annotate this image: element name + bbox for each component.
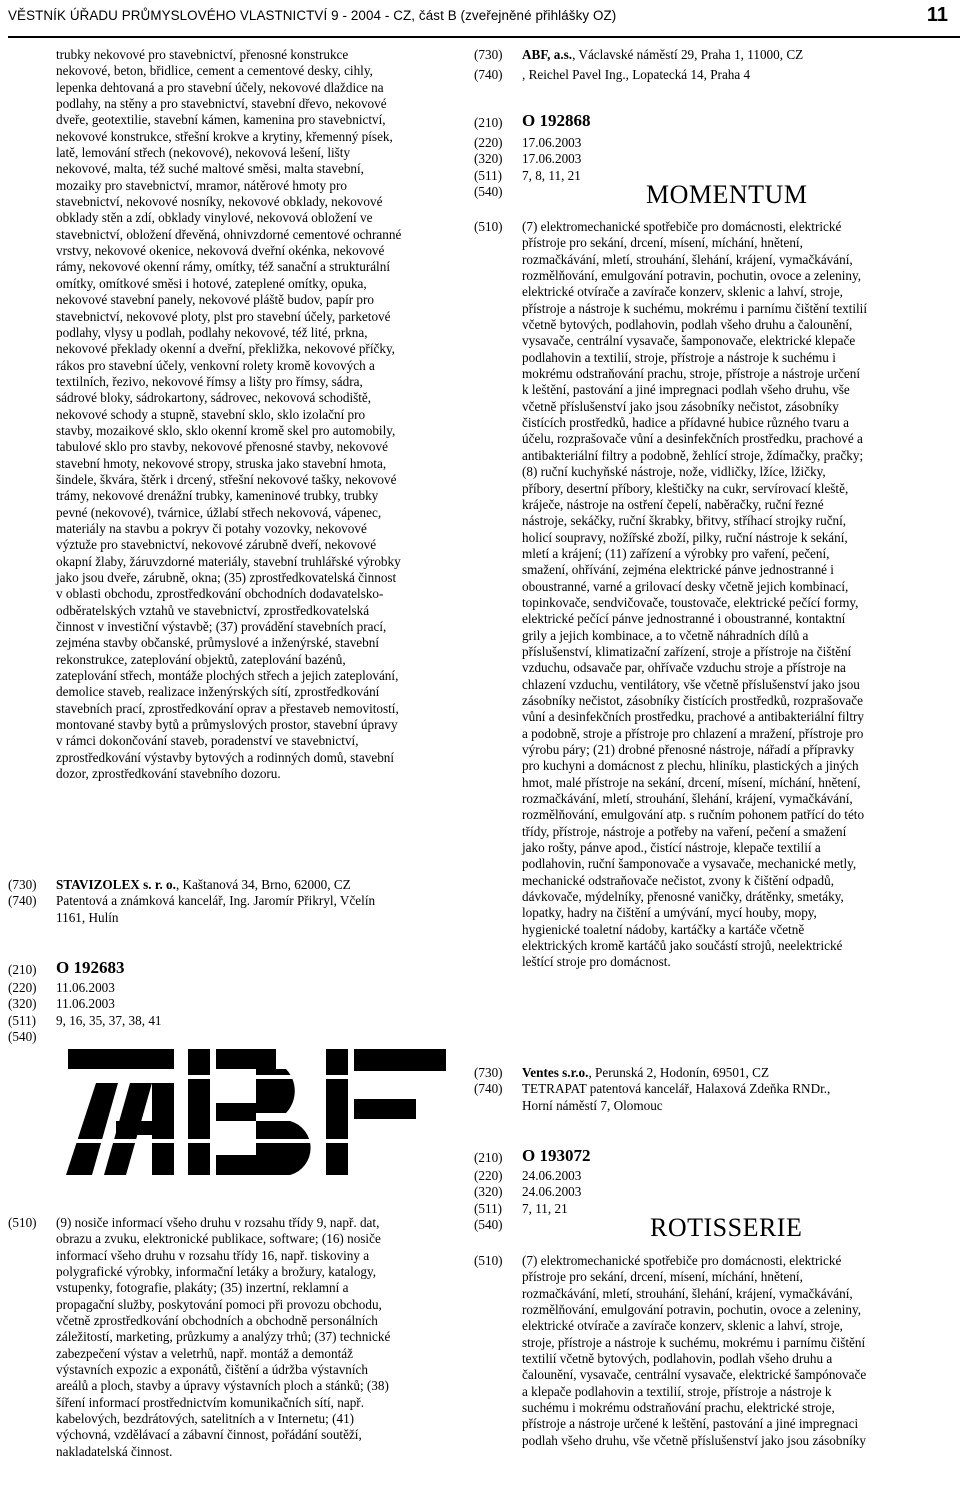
- text-line: rozmělňování, emulgování potravin, pochutin, ovoce a zeleniny,: [522, 268, 861, 284]
- text-line: kabelových, bezdrátových, satelitních a v Internetu; (41): [56, 1411, 355, 1427]
- code-511: (511): [8, 1012, 37, 1028]
- entry-owner-abf: [474, 47, 954, 84]
- text-line: odběratelských vztahů ve stavebnictví, zprostředkovatelská: [56, 602, 370, 618]
- code-210: (210): [474, 1150, 503, 1165]
- text-line: výchovná, vzdělávací a zábavní činnost, pořádání soutěží,: [56, 1427, 362, 1443]
- text-line: obklady stěn a zdí, obklady vinylové, nekovová obložení ve: [56, 210, 373, 226]
- text-line: dveře, geotextilie, stavební kámen, kamenina pro stavebnictví,: [56, 112, 386, 128]
- text-line: podlahovin a textilií, stroje, přístroje a nástroje k suchému i: [522, 349, 836, 365]
- word-mark-rotisserie: ROTISSERIE: [650, 1213, 803, 1242]
- text-line: informací všeho druhu v rozsahu třídy 16, např. tiskoviny a: [56, 1247, 370, 1263]
- agent-line: , Reichel Pavel Ing., Lopatecká 14, Praha 4: [522, 67, 751, 83]
- text-line: v oblasti obchodu, zprostředkování obchodních dodavatelsko-: [56, 586, 384, 602]
- text-line: mozaiky pro stavebnictví, mramor, nátěrové hmoty pro: [56, 177, 347, 193]
- code-540: (540): [474, 184, 503, 200]
- entry-owner-stavizolex: [8, 877, 464, 926]
- goods-text: [522, 1253, 954, 1449]
- filing-date: 24.06.2003: [522, 1168, 582, 1183]
- text-line: mechanické odstraňovače nečistot, zvony k čištění odpadů,: [522, 872, 834, 888]
- text-line: nekovové, malta, též suché maltové směsi, malta stavební,: [56, 161, 364, 177]
- goods-text: [56, 1215, 464, 1460]
- text-line: vstupenky, fotografie, plakáty; (35) inzertní, reklamní a: [56, 1280, 349, 1296]
- text-line: stroje, přístroje a nástroje k suchému, mokrému i parnímu čištění: [522, 1334, 866, 1350]
- application-number: O 192683: [56, 958, 125, 977]
- text-line: zateplování střech, montáže plochých střech a jejich zateplování,: [56, 668, 399, 684]
- text-line: vůní a desinfekčních prostředku, prachové a antibakteriální filtry: [522, 709, 865, 725]
- entry-192683: [8, 960, 464, 1045]
- text-line: textilních, řezivo, nekovové římsy a lišty pro římsy, sádra,: [56, 373, 363, 389]
- text-line: rozmačkávání, mletí, strouhání, šlehání, krájení, vymačkávání,: [522, 1285, 853, 1301]
- text-line: stavebnictví, obložení dřevěná, ohnivzdorné cementové ochranné: [56, 226, 402, 242]
- code-730: (730): [474, 47, 503, 62]
- owner-name: ABF, a.s.: [522, 47, 573, 62]
- text-line: včetně příslušenství jako jsou zásobníky nečistot, zásobníky: [522, 398, 839, 414]
- text-line: elektrické otvírače a zavírače konzerv, sklenic a lahví, stroje,: [522, 284, 843, 300]
- text-line: pro kuchyni a domácnost z plechu, hliníku, plastických a jiných: [522, 758, 859, 774]
- text-line: textilií včetně bytových, podlahovin, podlah všeho druhu a: [522, 1351, 833, 1367]
- code-740: (740): [474, 1081, 503, 1097]
- code-511: (511): [474, 1200, 503, 1216]
- text-line: grily a jejich kombinace, a to včetně náhradních dílů a: [522, 627, 809, 643]
- text-line: zabezpečení výstav a veletrhů, např. montáž a demontáž: [56, 1345, 353, 1361]
- text-line: nekovové překlady okenní a dveřní, překližka, nekovové příčky,: [56, 341, 395, 357]
- classes: 7, 8, 11, 21: [522, 167, 581, 183]
- text-line: podlahy, vlysy u podlah, podlahy nekovové, též lité, prkna,: [56, 324, 368, 340]
- code-510: (510): [474, 219, 503, 234]
- code-320: (320): [8, 996, 37, 1012]
- text-line: demolice staveb, realizace inženýrských sítí, zprostředkování: [56, 684, 380, 700]
- text-line: včetně zprostředkování obchodních a obchodně personálních: [56, 1313, 378, 1329]
- text-line: trámy, nekovové drenážní trubky, kameninové trubky, trubky: [56, 488, 379, 504]
- text-line: k leštění, pastování a jiné impregnaci podlah všeho druhu, vše: [522, 382, 850, 398]
- text-line: oboustranné, varné a grilovací desky včetně jejich kombinací,: [522, 578, 849, 594]
- filing-date: 17.06.2003: [522, 135, 582, 150]
- text-line: polygrafické výrobky, informační letáky a brožury, katalogy,: [56, 1264, 377, 1280]
- text-line: sádrové bloky, sádrokartony, sádrovec, nekovová schodiště,: [56, 390, 372, 406]
- code-730: (730): [474, 1065, 503, 1080]
- text-line: rámy, nekovové okenní rámy, omítky, též sanační a strukturální: [56, 259, 390, 275]
- text-line: elektrické pečící pánve jednostranné i oboustranné, kontaktní: [522, 611, 846, 627]
- text-line: šindele, škvára, štěrk i drcený, střešní nekovové tašky, nekovové: [56, 471, 397, 487]
- journal-title: VĚSTNÍK ÚŘADU PRŮMYSLOVÉHO VLASTNICTVÍ 9 - 2004 - CZ, část B (zveřejněné přihlášky OZ): [8, 8, 617, 23]
- text-line: podlah všeho druhu, vše včetně příslušenství jako jsou zásobníky: [522, 1432, 866, 1448]
- text-line: zprostředkování výstavby bytových a rodinných domů, stavební: [56, 749, 395, 765]
- text-line: účelu, rozprašovače vůní a desinfekčních prostředku, prachové a: [522, 431, 863, 447]
- text-line: v rámci dokončování staveb, poradenství ve stavebnictví,: [56, 733, 359, 749]
- code-540: (540): [474, 1217, 503, 1233]
- text-line: suchému i mokrému odstraňování prachu, elektrické stroje,: [522, 1400, 835, 1416]
- text-line: stavebnictví, nekovové ploty, plst pro stavební účely, parketové: [56, 308, 391, 324]
- text-line: propagační služby, poskytování pomoci při provozu obchodu,: [56, 1296, 382, 1312]
- text-line: nakladatelská činnost.: [56, 1443, 173, 1459]
- owner-address: , Perunská 2, Hodonín, 69501, CZ: [588, 1065, 770, 1080]
- text-line: vzduchu, odsavače par, ohřívače vzduchu stroje a přístroje na: [522, 660, 846, 676]
- text-line: příbory, desertní příbory, kleštičky na cukr, servírovací kleště,: [522, 480, 849, 496]
- text-line: příslušenství, klimatizační zařízení, stroje a přístroje na čištění: [522, 643, 852, 659]
- text-line: třídy, přístroje, nástroje a potřeby na vaření, pečení a smažení: [522, 823, 847, 839]
- code-210: (210): [8, 962, 37, 977]
- text-line: nekovové schody a stupně, stavební sklo, sklo izolační pro: [56, 406, 366, 422]
- text-line: (8) ruční kuchyňské nástroje, nože, vidličky, lžíce, lžičky,: [522, 464, 826, 480]
- text-line: vrstvy, nekovové okenice, nekovová dveřní okénka, nekovové: [56, 243, 385, 259]
- agent-line-2: 1161, Hulín: [56, 909, 119, 925]
- owner-address: , Václavské náměstí 29, Praha 1, 11000, CZ: [572, 47, 804, 62]
- priority-date: 11.06.2003: [56, 996, 115, 1012]
- text-line: antibakteriální filtry a podobně, žehlící stroje, ždímačky, pračky;: [522, 447, 864, 463]
- text-line: latě, lemování střech (nekovové), nekovová lešení, lišty: [56, 145, 351, 161]
- text-line: mletí a krájení; (11) zařízení a výrobky pro vaření, pečení,: [522, 545, 830, 561]
- text-line: přístroje a nástroje k suchému, mokrému i parnímu čištění textilií: [522, 300, 867, 316]
- text-line: lepenka dehtovaná a pro stavební účely, nekovové dlaždice na: [56, 79, 384, 95]
- text-line: montované stavby bytů a průmyslových prostor, stavební úpravy: [56, 717, 398, 733]
- code-320: (320): [474, 1184, 503, 1200]
- left-continuation-text: [56, 47, 464, 782]
- text-line: lopatky, hadry na čištění a umývání, mycí houby, mopy,: [522, 905, 817, 921]
- owner-name: STAVIZOLEX s. r. o.: [56, 877, 176, 892]
- code-511: (511): [474, 167, 503, 183]
- text-line: materiály na stavbu a pokryv či potahy vozovky, nekovové: [56, 520, 367, 536]
- text-line: šíření informací prostřednictvím komunikačních sítí, např.: [56, 1394, 365, 1410]
- text-line: jako rošty, pánve apod., čistící nástroje, klepače textilií a: [522, 840, 821, 856]
- classes: 9, 16, 35, 37, 38, 41: [56, 1012, 162, 1028]
- text-line: rozmělňování, emulgování atp. s ručním pohonem patřící do této: [522, 807, 865, 823]
- header-rule: [8, 36, 960, 38]
- text-line: záležitostí, marketing, průzkumy a analýzy trhů; (37) technické: [56, 1329, 391, 1345]
- text-line: výrobu páry; (21) drobné přenosné nástroje, nářadí a přípravky: [522, 742, 855, 757]
- owner-name: Ventes s.r.o.: [522, 1065, 589, 1080]
- text-line: nástroje, sekáčky, ruční škrabky, břitvy, stříhací strojky ruční,: [522, 513, 847, 529]
- code-540: (540): [8, 1029, 37, 1045]
- text-line: přístroje pro sekání, drcení, mísení, míchání, hnětení,: [522, 1269, 803, 1285]
- code-730: (730): [8, 877, 37, 892]
- text-line: obrazu a zvuku, elektronické publikace, software; (16) nosiče: [56, 1231, 381, 1247]
- text-line: rekonstrukce, zateplování objektů, zateplování bazénů,: [56, 651, 346, 667]
- text-line: přístroje pro sekání, drcení, mísení, míchání, hnětení,: [522, 235, 803, 251]
- text-line: podlahy, na stěny a pro stavebnictví, stavební dřevo, nekovové: [56, 96, 387, 112]
- text-line: dávkovače, mýdelníky, přenosné vaničky, drátěnky, smetáky,: [522, 889, 844, 905]
- text-line: vysavače, centrální vysavače, šamponovače, elektrické klepače: [522, 333, 856, 349]
- text-line: okapní žlaby, žáruvzdorné materiály, stavební truhlářské výrobky: [56, 553, 401, 569]
- code-510: (510): [8, 1215, 37, 1230]
- goods-text: [522, 219, 954, 971]
- text-line: smažení, ohřívání, zejména elektrické pánve jednostranné i: [522, 562, 834, 578]
- owner-address: , Kaštanová 34, Brno, 62000, CZ: [175, 877, 351, 892]
- entry-owner-ventes: [474, 1065, 954, 1114]
- text-line: rozmačkávání, mletí, strouhání, šlehání, krájení, vymačkávání,: [522, 251, 853, 267]
- text-line: včetně bytových, podlahovin, podlah všeho druhu a čalounění,: [522, 317, 853, 333]
- text-line: podlahovin, ruční šamponovače a vysavače, mechanické metly,: [522, 856, 857, 872]
- page-number: 11: [926, 4, 948, 26]
- text-line: rozmělňování, emulgování potravin, pochutin, ovoce a zeleniny,: [522, 1302, 861, 1318]
- text-line: omítky, omítkové směsi i hotové, zateplené omítky, opuka,: [56, 275, 367, 291]
- text-line: topinkovače, sendvičovače, toustovače, elektrické pečící formy,: [522, 594, 859, 610]
- text-line: čalounění, vysavače, centrální vysavače, elektrické šampónovače: [522, 1367, 867, 1383]
- text-line: výztuže pro stavebnictví, nekovové zárubně dveří, nekovové: [56, 537, 377, 553]
- text-line: elektrických kromě kartáčů jako součástí strojů, neelektrické: [522, 938, 843, 954]
- classes: 7, 11, 21: [522, 1200, 568, 1216]
- code-320: (320): [474, 151, 503, 167]
- text-line: trubky nekovové pro stavebnictví, přenosné konstrukce: [56, 47, 349, 62]
- text-line: hygienické toaletní nádoby, kartáčky a kartáče včetně: [522, 921, 805, 937]
- code-740: (740): [474, 67, 503, 83]
- application-number: O 193072: [522, 1146, 591, 1165]
- text-line: a podobně, stroje a přístroje pro chlazení a mražení, přístroje pro: [522, 725, 864, 741]
- abf-logo-image: [56, 1043, 456, 1178]
- text-line: leštící stroje pro domácnost.: [522, 954, 671, 970]
- text-line: zejména stavby občanské, průmyslové a inženýrské, stavební: [56, 635, 379, 651]
- text-line: stavby, mozaikové sklo, sklo okenní kromě skel pro automobily,: [56, 422, 396, 438]
- text-line: přístroje a nástroje určené k leštění, pastování a jiné impregnaci: [522, 1416, 859, 1432]
- text-line: zásobníky nečistot, zásobníky čistících prostředků, rozprašovače: [522, 692, 863, 708]
- agent-line-2: Horní náměstí 7, Olomouc: [522, 1097, 663, 1113]
- page-header: [8, 6, 952, 30]
- text-line: chlazení vzduchu, ventilátory, vše včetně příslušenství jako jsou: [522, 676, 860, 692]
- agent-line-1: TETRAPAT patentová kancelář, Halaxová Zdeňka RNDr.,: [522, 1081, 831, 1097]
- code-220: (220): [8, 980, 37, 995]
- text-line: (7) elektromechanické spotřebiče pro domácnosti, elektrické: [522, 1253, 842, 1268]
- text-line: hmot, malé přístroje na sekání, drcení, mísení, míchání, hnětení,: [522, 774, 861, 790]
- code-210: (210): [474, 115, 503, 130]
- text-line: jako jsou dveře, zárubně, okna; (35) zprostředkovatelská činnost: [56, 570, 397, 585]
- priority-date: 24.06.2003: [522, 1184, 582, 1200]
- code-220: (220): [474, 135, 503, 150]
- text-line: nekovové stavební panely, nekovové pláště budov, papír pro: [56, 292, 374, 308]
- text-line: rákos pro stavební účely, venkovní rolety kromě kovových a: [56, 357, 375, 373]
- text-line: nekovové konstrukce, střešní krokve a krytiny, křemenný písek,: [56, 128, 393, 144]
- text-line: holicí soupravy, nožířské zboží, pilky, ruční nástroje k sekání,: [522, 529, 848, 545]
- text-line: elektrické otvírače a zavírače konzerv, sklenic a lahví, stroje,: [522, 1318, 843, 1334]
- filing-date: 11.06.2003: [56, 980, 115, 995]
- text-line: pevné (nekovové), tvárnice, úžlabí střech nekovová, vápenec,: [56, 504, 382, 520]
- priority-date: 17.06.2003: [522, 151, 582, 167]
- word-mark-momentum: MOMENTUM: [646, 180, 808, 209]
- text-line: výstavních expozic a exponátů, čištění a údržba výstavních: [56, 1362, 368, 1378]
- text-line: činnost v investiční výstavbě; (37) provádění stavebních prací,: [56, 619, 387, 635]
- code-220: (220): [474, 1168, 503, 1183]
- text-line: rozmačkávání, mletí, strouhání, šlehání, krájení, vymačkávání,: [522, 791, 853, 807]
- text-line: stavebních prací, zprostředkování oprav a přestaveb nemovitostí,: [56, 700, 399, 716]
- text-line: (7) elektromechanické spotřebiče pro domácnosti, elektrické: [522, 219, 842, 234]
- text-line: čistících prostředků, hadice a přídavné hubice různého tvaru a: [522, 415, 849, 431]
- text-line: dozor, zprostředkování stavebního dozoru.: [56, 766, 281, 782]
- text-line: areálů a ploch, stavby a úpravy výstavních ploch a stánků; (38): [56, 1378, 389, 1394]
- code-510: (510): [474, 1253, 503, 1268]
- application-number: O 192868: [522, 111, 591, 130]
- text-line: kráječe, nástroje na ostření čepelí, naběračky, ruční řezné: [522, 496, 824, 512]
- text-line: stavební hmoty, nekovové stropy, struska jako stavební hmota,: [56, 455, 387, 471]
- text-line: nekovové, beton, břidlice, cement a cementové desky, cihly,: [56, 63, 373, 79]
- text-line: mokrému odstraňování prachu, stroje, přístroje a nástroje určení: [522, 366, 861, 382]
- text-line: tabulové sklo pro stavby, nekovové přenosné stavby, nekovové: [56, 439, 388, 455]
- text-line: (9) nosiče informací všeho druhu v rozsahu třídy 9, např. dat,: [56, 1215, 380, 1230]
- agent-line-1: Patentová a známková kancelář, Ing. Jaromír Přikryl, Včelín: [56, 893, 376, 909]
- code-740: (740): [8, 893, 37, 909]
- text-line: stavebnictví, nekovové nosníky, nekovové obklady, nekovové: [56, 194, 383, 210]
- text-line: a klepače podlahovin a textilií, stroje, přístroje a nástroje k: [522, 1383, 832, 1399]
